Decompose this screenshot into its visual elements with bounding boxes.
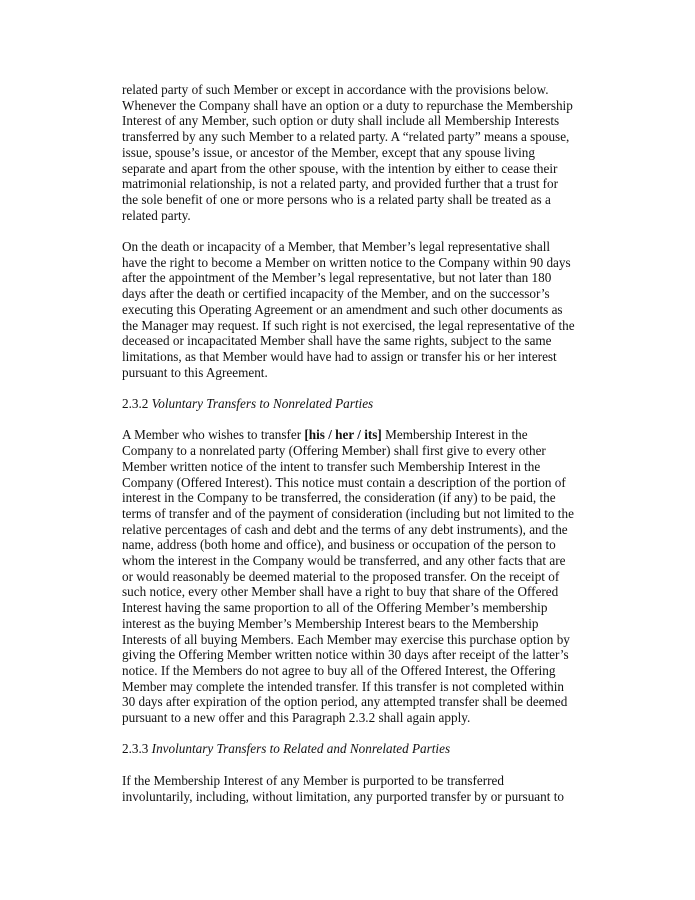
placeholder-pronoun: [his / her / its] xyxy=(304,427,382,443)
section-title: Voluntary Transfers to Nonrelated Parties xyxy=(151,396,374,412)
section-title: Involuntary Transfers to Related and Nonrelated Parties xyxy=(151,741,451,757)
paragraph-text: Membership Interest in the Company to a nonrelated party (Offering Member) shall first give to every other Member written notice of the intent to transfer such Membership Interest in the Company (Offered Interest). This notice must contain a description of the portion of interest in the Company to be transferred, the consideration (if any) to be paid, the terms of transfer and of the payment of consideration (including but not limited to the relative percentages of cash and debt and the terms of any debt instruments), and the name, address (both home and office), and business or occupation of the person to whom the interest in the Company would be transferred, and any other facts that are or would reasonably be deemed material to the proposed transfer. On the receipt of such notice, every other Member shall have a right to buy that share of the Offered Interest having the same proportion to all of the Offering Member’s membership interest as the buying Member’s Membership Interest bears to the Membership Interests of all buying Members. Each Member may exercise this purchase option by giving the Offering Member written notice within 30 days after receipt of the latter’s notice. If the Members do not agree to buy all of the Offered Interest, the Offering Member may complete the intended transfer. If this transfer is not completed within 30 days after expiration of the option period, any attempted transfer shall be deemed pursuant to a new offer and this Paragraph 2.3.2 shall again apply. xyxy=(122,427,574,726)
paragraph-voluntary-transfers xyxy=(122,427,594,725)
paragraph-involuntary-transfers: If the Membership Interest of any Member is purported to be transferred involuntarily, including, without limitation, any purported transfer by or pursuant to xyxy=(122,772,564,804)
paragraph-text: A Member who wishes to transfer xyxy=(122,427,305,443)
section-heading-2-3-3 xyxy=(122,741,594,757)
section-heading-2-3-2 xyxy=(122,396,594,412)
document-page xyxy=(122,82,594,820)
paragraph-related-party: related party of such Member or except in accordance with the provisions below. Whenever the Company shall have an option or a duty to repurchase the Membership Interest of any Member, such option or duty shall include all Membership Interests transferred by any such Member to a related party. A “related party” means a spouse, issue, spouse’s issue, or ancestor of the Member, except that any spouse living separate and apart from the other spouse, with the intention by either to cease their matrimonial relationship, is not a related party, and provided further that a trust for the sole benefit of one or more persons who is a related party shall be treated as a related party. xyxy=(122,82,573,223)
section-number: 2.3.2 xyxy=(122,396,152,412)
paragraph-death-incapacity: On the death or incapacity of a Member, that Member’s legal representative shall have the right to become a Member on written notice to the Company within 90 days after the appointment of the Member’s legal representative, but not later than 180 days after the death or certified incapacity of the Member, and on the successor’s executing this Operating Agreement or an amendment and such other documents as the Manager may request. If such right is not exercised, the legal representative of the deceased or incapacitated Member shall have the same rights, subject to the same limitations, as that Member would have had to assign or transfer his or her interest pursuant to this Agreement. xyxy=(122,239,575,380)
section-number: 2.3.3 xyxy=(122,741,152,757)
